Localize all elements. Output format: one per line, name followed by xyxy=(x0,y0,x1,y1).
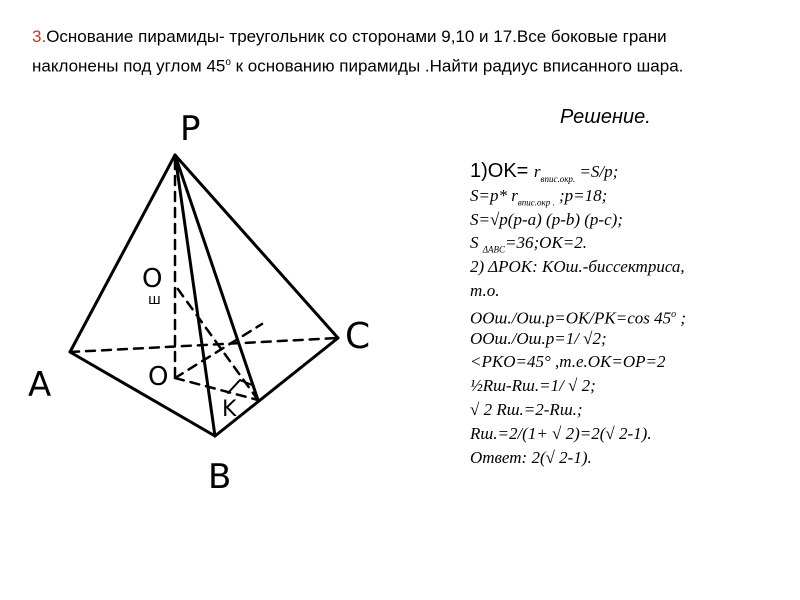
problem-number: 3. xyxy=(32,27,47,46)
solution-body xyxy=(470,160,790,469)
sol-l2-a: S=p* r xyxy=(470,185,518,205)
problem-text-2a: наклонены под углом 45 xyxy=(32,56,226,76)
label-O-upper: O xyxy=(142,264,163,294)
sol-l4-a: S xyxy=(470,233,483,253)
solution-line-10: ½Rш-Rш.=1/ √ 2; xyxy=(470,376,596,396)
label-O-lower: O xyxy=(148,362,169,392)
solution-line-8: OOш./Oш.p=1/ √2; xyxy=(470,328,607,348)
label-C: C xyxy=(345,316,371,357)
sol-l4-b: =36;OK=2. xyxy=(505,233,588,253)
edge-PA xyxy=(70,155,175,352)
label-B: B xyxy=(208,457,232,497)
sol-l1-b: =S/p; xyxy=(575,162,619,181)
problem-text-1: Основание пирамиды- треугольник со сторонами 9,10 и 17.Все боковые грани xyxy=(46,27,667,46)
solution-line-7 xyxy=(470,303,790,327)
solution-line-2 xyxy=(470,184,790,208)
edge-PK xyxy=(175,155,258,400)
sol-l7-sup: o xyxy=(671,308,677,320)
solution-line-12: Rш.=2/(1+ √ 2)=2(√ 2-1). xyxy=(470,423,652,443)
sol-l4-sub: ΔABC xyxy=(482,244,506,255)
degree-mark: o xyxy=(225,57,231,68)
solution-line-6: т.о. xyxy=(470,280,500,300)
solution-line-4 xyxy=(470,231,790,255)
sol-l1-sub: впис.окр. xyxy=(540,174,576,184)
problem-text-2b: к основанию пирамиды .Найти радиус вписанного шара. xyxy=(230,56,684,76)
label-P: P xyxy=(180,109,201,149)
solution-line-11: √ 2 Rш.=2-Rш.; xyxy=(470,399,583,419)
solution-heading: Решение. xyxy=(560,106,651,128)
label-A: A xyxy=(28,365,52,405)
solution-line-9: <PKO=45° ,т.е.OK=OP=2 xyxy=(470,352,666,372)
label-K: K xyxy=(222,397,237,422)
solution-line-5: 2) ΔPOK: KOш.-биссектриса, xyxy=(470,257,685,277)
label-sh: ш xyxy=(148,292,161,308)
edge-PB xyxy=(175,155,215,436)
solution-line-13: Ответ: 2(√ 2-1). xyxy=(470,447,592,467)
edge-PC xyxy=(175,155,338,338)
sol-l7-a: OOш./Oш.p=OK/PK=cos 45 xyxy=(470,308,672,328)
sol-l7-b: ; xyxy=(676,308,687,328)
sol-l2-sub: впис.окр . xyxy=(517,197,555,208)
sol-l1-r: r xyxy=(533,162,541,181)
solution-line-1 xyxy=(470,160,790,184)
sol-l2-b: ;p=18; xyxy=(554,185,608,205)
solution-line-3: S=√p(p-a) (p-b) (p-c); xyxy=(470,209,623,229)
sol-l1-a: 1)OK= xyxy=(470,160,534,182)
edge-AB xyxy=(70,352,215,436)
